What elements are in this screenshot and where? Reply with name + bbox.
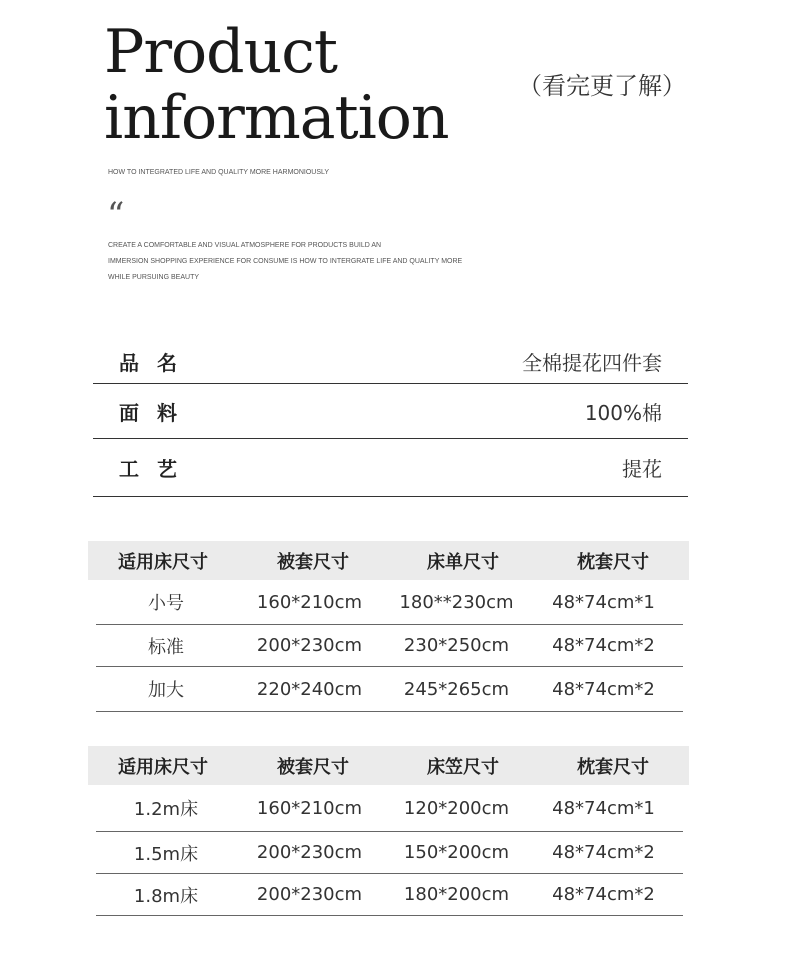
column-header: 床单尺寸 [427, 551, 499, 573]
table-cell: 220*240cm [256, 678, 363, 700]
table-cell: 160*210cm [256, 591, 363, 613]
side-note: （看完更了解） [518, 72, 686, 100]
spec-list [93, 339, 688, 497]
spec-key: 工艺 [119, 457, 195, 481]
table-cell: 1.5m床 [133, 843, 199, 865]
column-header: 被套尺寸 [277, 756, 349, 778]
table-cell: 标准 [148, 636, 184, 658]
description [108, 238, 462, 286]
column-header: 床笠尺寸 [427, 756, 499, 778]
table-cell: 200*230cm [256, 842, 363, 863]
table-cell: 48*74cm*1 [552, 591, 655, 613]
spec-key: 面料 [119, 400, 195, 425]
table-cell: 160*210cm [256, 797, 363, 819]
description-line: WHILE PURSUING BEAUTY [108, 274, 200, 281]
table-header [88, 541, 689, 580]
spec-value: 100%棉 [584, 400, 662, 425]
table-body [96, 785, 683, 916]
table-cell: 48*74cm*1 [552, 797, 655, 819]
spec-value: 提花 [622, 457, 662, 481]
table-row [96, 667, 683, 712]
column-header: 适用床尺寸 [118, 551, 208, 573]
table-cell: 1.8m床 [133, 885, 199, 907]
table-cell: 245*265cm [403, 678, 510, 700]
description-line: CREATE A COMFORTABLE AND VISUAL ATMOSPHERE FOR PRODUCTS BUILD AN [108, 242, 382, 249]
title-line-1: Product [104, 17, 337, 87]
column-header: 枕套尺寸 [577, 551, 649, 573]
subtitle: HOW TO INTEGRATED LIFE AND QUALITY MORE HARMONIOUSLY [108, 169, 330, 176]
column-header: 被套尺寸 [277, 551, 349, 573]
table-body [96, 580, 683, 712]
table-cell: 加大 [148, 680, 184, 701]
column-header: 枕套尺寸 [577, 756, 649, 778]
description-line: IMMERSION SHOPPING EXPERIENCE FOR CONSUME IS HOW TO INTERGRATE LIFE AND QUALITY MORE [108, 258, 463, 265]
table-cell: 180**230cm [399, 591, 514, 613]
table-cell: 200*230cm [256, 884, 363, 905]
column-header: 适用床尺寸 [118, 756, 208, 778]
table-cell: 180*200cm [403, 884, 510, 905]
table-cell: 150*200cm [403, 842, 510, 863]
title-line-2: information [104, 83, 449, 153]
spec-key: 品名 [119, 350, 195, 375]
table-cell: 1.2m床 [133, 799, 199, 820]
table-cell: 48*74cm*2 [552, 635, 655, 656]
table-cell: 48*74cm*2 [552, 884, 655, 905]
spec-row [93, 384, 688, 439]
table-row [96, 874, 683, 916]
size-table-2 [88, 746, 689, 916]
table-row [96, 625, 683, 667]
table-cell: 230*250cm [403, 635, 510, 656]
table-row [96, 832, 683, 874]
quote-mark-icon: “ [107, 195, 125, 235]
table-row [96, 785, 683, 832]
table-cell: 200*230cm [256, 635, 363, 656]
table-header [88, 746, 689, 785]
table-cell: 120*200cm [403, 797, 510, 819]
table-cell: 小号 [148, 593, 184, 614]
spec-row [93, 339, 688, 384]
spec-row [93, 439, 688, 497]
spec-value: 全棉提花四件套 [522, 350, 662, 375]
table-cell: 48*74cm*2 [552, 678, 655, 700]
table-row [96, 580, 683, 625]
table-cell: 48*74cm*2 [552, 842, 655, 863]
size-table-1 [88, 541, 689, 712]
